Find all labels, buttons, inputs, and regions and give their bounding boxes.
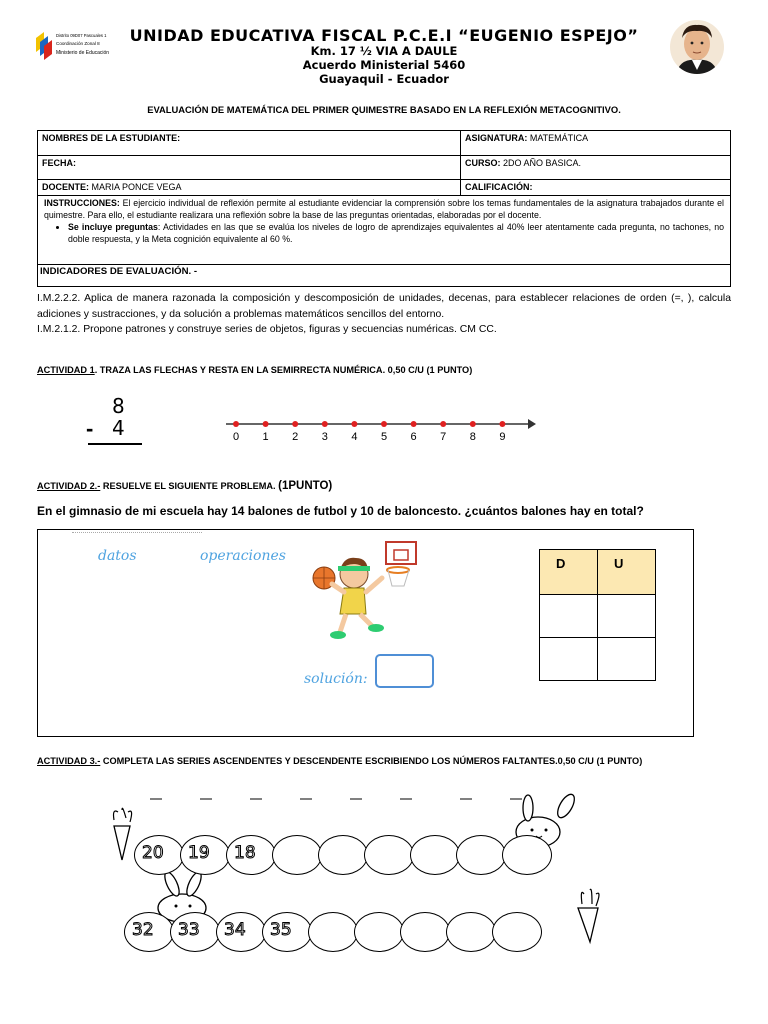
instructions-box [37, 195, 731, 265]
table-row [38, 156, 731, 180]
logo-line-3: Ministerio de Educación [56, 50, 110, 56]
series-number: 35 [270, 920, 292, 940]
ministerial-agreement: Acuerdo Ministerial 5460 [302, 58, 466, 72]
series-number: 34 [224, 920, 246, 940]
number-line-point [411, 421, 417, 427]
number-line-label: 4 [351, 431, 358, 443]
number-line-point [499, 421, 505, 427]
table-row [540, 595, 656, 638]
logo-line-2: Coordinación Zonal 8 [56, 41, 100, 46]
school-address: Km. 17 ½ VIA A DAULE [310, 44, 458, 58]
logo-line-1: Distrito 09D07 Pascuales 1 [56, 33, 107, 38]
table-row [38, 131, 731, 156]
indicator-item: I.M.2.2.2. Aplica de manera razonada la composición y descomposición de unidades, decenas, para establecer relaciones de orden (=, ), calcula adiciones y sustracciones, y da solución a problemas matemáticos sencillos del entorno. [37, 293, 731, 320]
activity-3-heading: ACTIVIDAD 3.- COMPLETA LAS SERIES ASCENDENTES Y DESCENDENTE ESCRIBIENDO LOS NÚMEROS FALTANTES.0,50 C/U (1 PUNTO) [37, 756, 643, 766]
number-line-label: 0 [232, 431, 240, 443]
activity-2-heading: ACTIVIDAD 2.- RESUELVE EL SIGUIENTE PROBLEMA. (1PUNTO) [37, 480, 333, 492]
school-name: UNIDAD EDUCATIVA FISCAL P.C.E.I “EUGENIO ESPEJO” [129, 26, 639, 45]
number-line-point [440, 421, 446, 427]
school-city: Guayaquil - Ecuador [319, 72, 449, 86]
indicator-item: I.M.2.1.2. Propone patrones y construye series de objetos, figuras y secuencias numéricas. CM CC. [37, 324, 497, 335]
problem-question: En el gimnasio de mi escuela hay 14 balones de futbol y 10 de baloncesto. ¿cuántos balones hay en total? [37, 504, 644, 518]
series-ball[interactable] [456, 835, 506, 875]
number-line-label: 9 [499, 431, 506, 443]
number-line-label: 2 [292, 431, 299, 443]
series-ball[interactable] [446, 912, 496, 952]
units-header: U [598, 550, 656, 595]
number-line-label: 7 [440, 431, 447, 443]
tens-units-table [539, 549, 656, 681]
series-number: 33 [178, 920, 200, 940]
minus-sign: - [86, 416, 94, 441]
instructions-text: El ejercicio individual de reflexión permite al estudiante evidenciar la comprensión sobre los temas fundamentales de la asignatura trabajados durante el quimestre. Para ello, el estudiante realizara una reflexión sobre la base de las preguntas orientadas, elaboradas por el docente. [44, 198, 724, 220]
series-ball[interactable] [308, 912, 358, 952]
du-cell[interactable] [540, 595, 598, 638]
evaluation-title: EVALUACIÓN DE MATEMÁTICA DEL PRIMER QUIMESTRE BASADO EN LA REFLEXIÓN METACOGNITIVO. [147, 104, 621, 115]
tens-header: D [540, 550, 598, 595]
activity-1-heading: ACTIVIDAD 1. TRAZA LAS FLECHAS Y RESTA EN LA SEMIRRECTA NUMÉRICA. 0,50 C/U (1 PUNTO) [37, 365, 473, 375]
portrait-image [670, 20, 724, 74]
indicators-title: INDICADORES DE EVALUACIÓN. - [37, 264, 731, 287]
table-row [540, 638, 656, 681]
series-number: 32 [132, 920, 154, 940]
series-number: 19 [188, 843, 210, 863]
number-line-label: 5 [380, 431, 388, 443]
series-ball[interactable] [318, 835, 368, 875]
student-name-cell[interactable]: NOMBRES DE LA ESTUDIANTE: [38, 131, 461, 156]
number-line-point [292, 421, 298, 427]
student-info-table [37, 130, 731, 196]
subtraction-minuend: 8 [112, 394, 125, 418]
solution-box[interactable] [375, 654, 434, 688]
du-cell[interactable] [540, 638, 598, 681]
date-cell[interactable]: FECHA: [38, 156, 461, 180]
number-line-label: 6 [410, 431, 417, 443]
number-line-point [322, 421, 328, 427]
number-line-point [233, 421, 239, 427]
number-line-label: 3 [321, 431, 328, 443]
faded-text-line [72, 532, 202, 538]
solucion-label: solución: [304, 671, 368, 687]
instructions-bullet: • Se incluye preguntas: Actividades en las que se evalúa los niveles de logro de aprendizajes equivalentes al 40% leer atentamente cada pregunta, no tachones, no doble respuesta, y la Meta cognición equivalente al 60 %. [68, 221, 724, 245]
number-line [222, 412, 538, 444]
series-ball[interactable] [400, 912, 450, 952]
subject-cell: ASIGNATURA: MATEMÁTICA [461, 131, 731, 156]
series-ball[interactable] [364, 835, 414, 875]
series-ball[interactable] [492, 912, 542, 952]
instructions-label: INSTRUCCIONES: [44, 198, 120, 208]
number-line-label: 8 [469, 431, 476, 443]
table-row [540, 550, 656, 595]
series-ball[interactable] [502, 835, 552, 875]
table-row [38, 180, 731, 196]
number-line-point [381, 421, 387, 427]
subtraction-subtrahend: 4 [112, 416, 125, 440]
number-line-point [263, 421, 269, 427]
du-cell[interactable] [598, 595, 656, 638]
operaciones-label: operaciones [200, 548, 286, 564]
teacher-cell: DOCENTE: MARIA PONCE VEGA [38, 180, 461, 196]
series-ball[interactable] [354, 912, 404, 952]
number-line-point [351, 421, 357, 427]
series-number: 18 [234, 843, 256, 863]
grade-cell[interactable]: CALIFICACIÓN: [461, 180, 731, 196]
series-ball[interactable] [410, 835, 460, 875]
series-ball[interactable] [272, 835, 322, 875]
number-line-point [470, 421, 476, 427]
basketball-player-illustration [310, 538, 420, 644]
course-cell: CURSO: 2DO AÑO BASICA. [461, 156, 731, 180]
number-line-label: 1 [262, 431, 269, 443]
du-cell[interactable] [598, 638, 656, 681]
datos-label: datos [98, 548, 137, 564]
series-number: 20 [142, 843, 164, 863]
result-line [88, 443, 142, 445]
